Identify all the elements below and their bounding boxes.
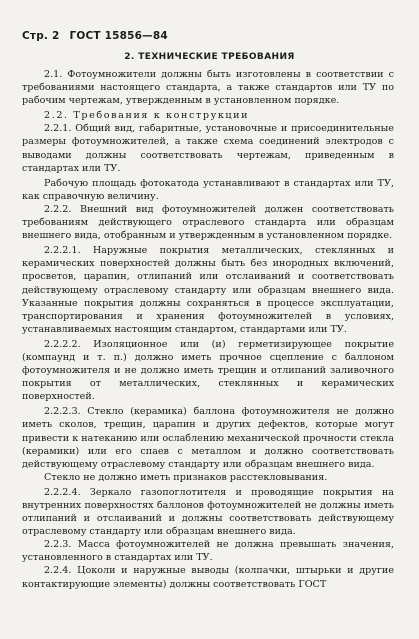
paragraph-2-2-2: 2.2.2. Внешний вид фотоумножителей должен соответствовать требованиям действующего отраслевого стандарта или образцам внешнего вида, отобранным и утвержденным в установленном порядке. [22,203,394,242]
document-body [22,68,394,591]
paragraph-2-2-2-4: 2.2.2.4. Зеркало газопоглотителя и проводящие покрытия на внутренних поверхностях баллонов фотоумножителей не должны иметь отлипаний и отслаиваний и должны соответствовать действующему отраслевому стандарту или образцам внешнего вида. [22,486,394,538]
paragraph-2-2-2-2: 2.2.2.2. Изоляционное или (и) герметизирующее покрытие (компаунд и т. п.) должно иметь прочное сцепление с баллоном фотоумножителя и не должно иметь трещин и отлипаний заливочного покрытия от металлических, стеклянных и керамических поверхностей. [22,338,394,403]
page-header [22,30,168,42]
paragraph-2-2-3: 2.2.3. Масса фотоумножителей не должна превышать значения, установленного в стандартах или ТУ. [22,539,394,564]
paragraph-2-2-2-1: 2.2.2.1. Наружные покрытия металлических, стеклянных и керамических поверхностей должны быть без инородных включений, просветов, царапин, отлипаний или отслаиваний и соответствовать действующему отраслевому стандарту или образцам внешнего вида. Указанные покрытия должны сохраняться в процессе эксплуатации, транспортирования и хранения фотоумножителей в условиях, устанавливаемых настоящим стандартом, стандартами или ТУ. [22,245,394,335]
paragraph-2-2-1: 2.2.1. Общий вид, габаритные, установочные и присоединительные размеры фотоумножителей, а также схема соединений электродов с выводами должны соответствовать чертежам, приведенным в стандартах или ТУ. [22,123,394,174]
standard-number: ГОСТ 15856—84 [69,30,168,42]
section-title: 2. ТЕХНИЧЕСКИЕ ТРЕБОВАНИЯ [124,52,295,62]
paragraph-working-area: Рабочую площадь фотокатода устанавливают в стандартах или ТУ, как справочную величину. [22,177,394,202]
paragraph-2-2-4: 2.2.4. Цоколи и наружные выводы (колпачки, штырьки и другие контактирующие элементы) должны соответствовать ГОСТ [22,565,394,590]
subsection-heading-2-2: 2.2. Требования к конструкции [44,110,250,122]
paragraph-2-1: 2.1. Фотоумножители должны быть изготовлены в соответствии с требованиями настоящего стандарта, а также стандартов или ТУ по рабочим чертежам, утвержденным в установленном порядке. [22,69,394,107]
paragraph-glass-note: Стекло не должно иметь признаков расстекловывания. [44,471,328,483]
paragraph-2-2-2-3: 2.2.2.3. Стекло (керамика) баллона фотоумножителя не должно иметь сколов, трещин, царапин и других дефектов, которые могут привести к натеканию или ослаблению механической прочности стекла (керамики) или его спаев с металлом и должно соответствовать действующему отраслевому стандарту или образцам внешнего вида. [22,406,394,470]
page-number: Стр. 2 [22,30,60,42]
